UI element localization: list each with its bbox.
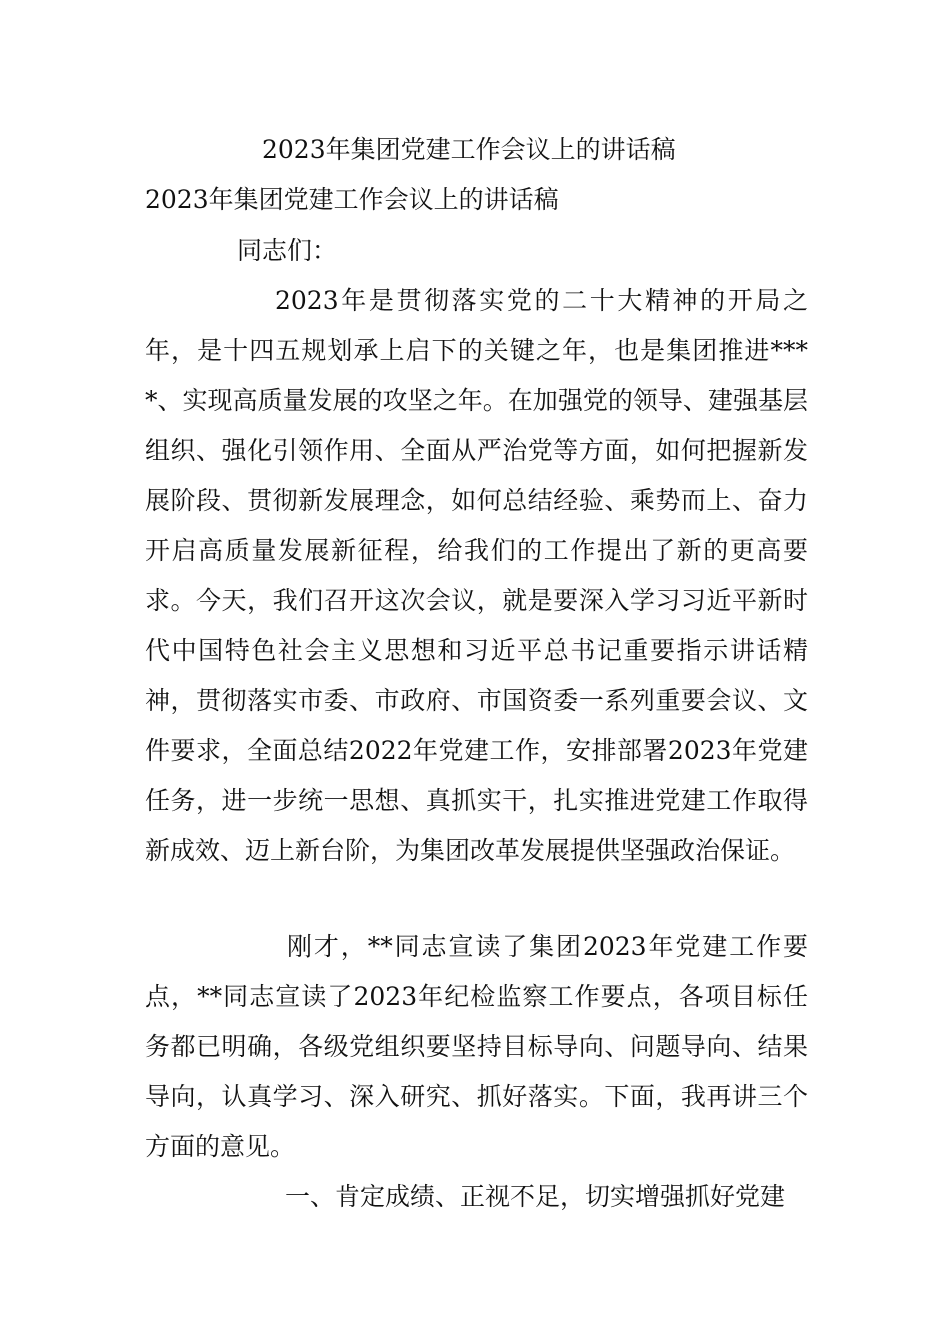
body-paragraph: 刚才，**同志宣读了集团2023年党建工作要点，**同志宣读了2023年纪检监察工作要点，各项目标任务都已明确，各级党组织要坚持目标导向、问题导向、结果导向，认真学习、深入研究、抓好落实。下面，我再讲三个方面的意见。: [145, 932, 808, 1161]
body-paragraph: 2023年是贯彻落实党的二十大精神的开局之年，是十四五规划承上启下的关键之年，也是集团推进****、实现高质量发展的攻坚之年。在加强党的领导、建强基层组织、强化引领作用、全面从严治党等方面，如何把握新发展阶段、贯彻新发展理念，如何总结经验、乘势而上、奋力开启高质量发展新征程，给我们的工作提出了新的更高要求。今天，我们召开这次会议，就是要深入学习习近平新时代中国特色社会主义思想和习近平总书记重要指示讲话精神，贯彻落实市委、市政府、市国资委一系列重要会议、文件要求，全面总结2022年党建工作，安排部署2023年党建任务，进一步统一思想、真抓实干，扎实推进党建工作取得新成效、迈上新台阶，为集团改革发展提供坚强政治保证。: [145, 286, 808, 865]
greeting-paragraph: 同志们：: [237, 236, 338, 265]
section-heading: 一、肯定成绩、正视不足，切实增强抓好党建: [285, 1182, 786, 1211]
document-title: 2023年集团党建工作会议上的讲话稿: [262, 135, 676, 164]
document-subtitle: 2023年集团党建工作会议上的讲话稿: [145, 185, 559, 214]
